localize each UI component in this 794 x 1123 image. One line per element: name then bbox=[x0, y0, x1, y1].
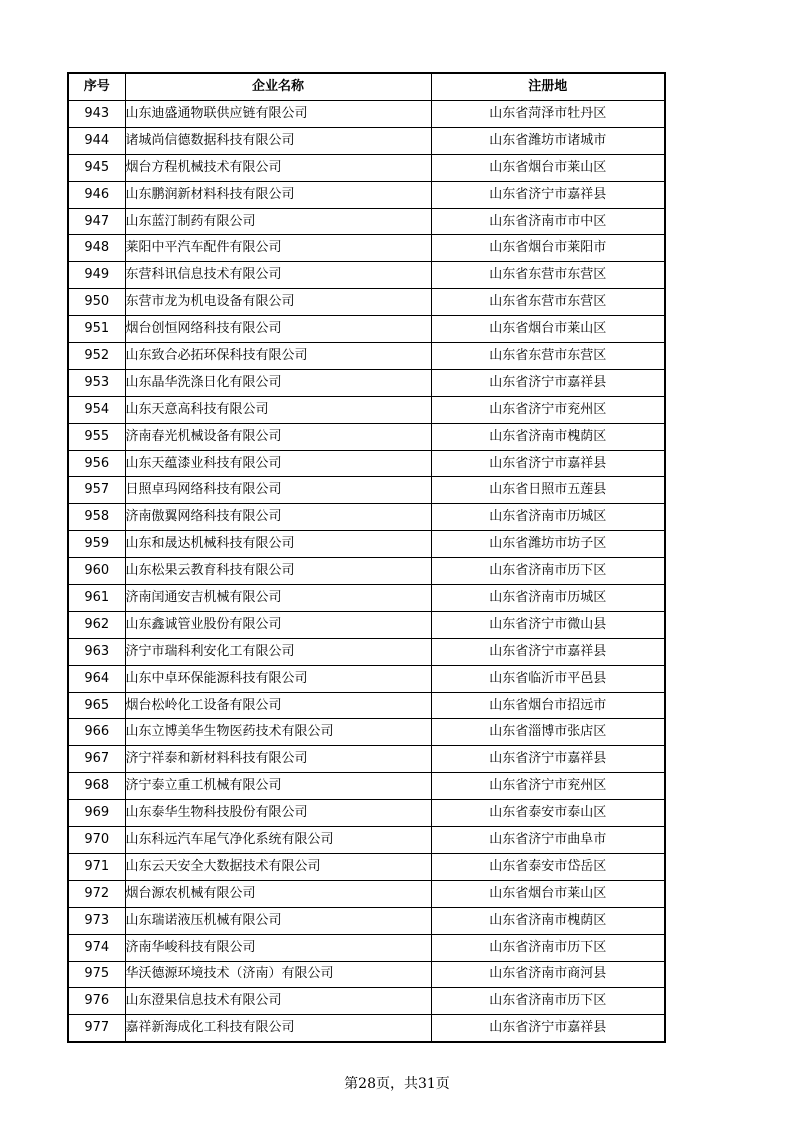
table-row bbox=[68, 827, 665, 854]
row-number: 955 bbox=[68, 423, 125, 450]
row-number: 958 bbox=[68, 504, 125, 531]
table-row bbox=[68, 450, 665, 477]
table-row bbox=[68, 638, 665, 665]
registered-place: 山东省济宁市嘉祥县 bbox=[431, 746, 665, 773]
row-number: 945 bbox=[68, 154, 125, 181]
table-row bbox=[68, 101, 665, 128]
table-row bbox=[68, 988, 665, 1015]
company-name: 山东致合必拓环保科技有限公司 bbox=[125, 343, 431, 370]
row-number: 972 bbox=[68, 880, 125, 907]
company-name: 济南闰通安吉机械有限公司 bbox=[125, 585, 431, 612]
row-number: 956 bbox=[68, 450, 125, 477]
company-name: 山东鹏润新材料科技有限公司 bbox=[125, 181, 431, 208]
table-row bbox=[68, 208, 665, 235]
registered-place: 山东省东营市东营区 bbox=[431, 289, 665, 316]
company-name: 山东天意高科技有限公司 bbox=[125, 396, 431, 423]
registered-place: 山东省烟台市莱山区 bbox=[431, 316, 665, 343]
row-number: 968 bbox=[68, 773, 125, 800]
table-row bbox=[68, 504, 665, 531]
row-number: 946 bbox=[68, 181, 125, 208]
row-number: 957 bbox=[68, 477, 125, 504]
table-row bbox=[68, 396, 665, 423]
registered-place: 山东省济南市历下区 bbox=[431, 558, 665, 585]
company-name: 山东澄果信息技术有限公司 bbox=[125, 988, 431, 1015]
row-number: 952 bbox=[68, 343, 125, 370]
table-row bbox=[68, 665, 665, 692]
table-row bbox=[68, 154, 665, 181]
registered-place: 山东省济宁市嘉祥县 bbox=[431, 450, 665, 477]
header-place: 注册地 bbox=[431, 73, 665, 101]
row-number: 962 bbox=[68, 611, 125, 638]
registered-place: 山东省泰安市泰山区 bbox=[431, 800, 665, 827]
company-name: 烟台松岭化工设备有限公司 bbox=[125, 692, 431, 719]
company-name: 烟台创恒网络科技有限公司 bbox=[125, 316, 431, 343]
registered-place: 山东省济南市商河县 bbox=[431, 961, 665, 988]
row-number: 943 bbox=[68, 101, 125, 128]
company-name: 济南春光机械设备有限公司 bbox=[125, 423, 431, 450]
table-row bbox=[68, 316, 665, 343]
company-name: 烟台源农机械有限公司 bbox=[125, 880, 431, 907]
registered-place: 山东省济宁市兖州区 bbox=[431, 396, 665, 423]
row-number: 967 bbox=[68, 746, 125, 773]
registered-place: 山东省济南市历下区 bbox=[431, 988, 665, 1015]
registered-place: 山东省济宁市嘉祥县 bbox=[431, 369, 665, 396]
registered-place: 山东省菏泽市牡丹区 bbox=[431, 101, 665, 128]
company-name: 山东瑞诺液压机械有限公司 bbox=[125, 907, 431, 934]
registered-place: 山东省济宁市曲阜市 bbox=[431, 827, 665, 854]
company-name: 山东迪盛通物联供应链有限公司 bbox=[125, 101, 431, 128]
enterprise-table bbox=[67, 72, 666, 1043]
registered-place: 山东省济南市历城区 bbox=[431, 504, 665, 531]
company-name: 山东天蕴漆业科技有限公司 bbox=[125, 450, 431, 477]
table-row bbox=[68, 343, 665, 370]
row-number: 961 bbox=[68, 585, 125, 612]
table-row bbox=[68, 934, 665, 961]
table-row bbox=[68, 585, 665, 612]
company-name: 山东松果云教育科技有限公司 bbox=[125, 558, 431, 585]
company-name: 山东鑫诚管业股份有限公司 bbox=[125, 611, 431, 638]
registered-place: 山东省济宁市微山县 bbox=[431, 611, 665, 638]
registered-place: 山东省济宁市兖州区 bbox=[431, 773, 665, 800]
page-footer: 第28页，共31页 bbox=[344, 1076, 450, 1092]
table-row bbox=[68, 907, 665, 934]
row-number: 964 bbox=[68, 665, 125, 692]
company-name: 山东晶华洗涤日化有限公司 bbox=[125, 369, 431, 396]
row-number: 948 bbox=[68, 235, 125, 262]
company-name: 东营市龙为机电设备有限公司 bbox=[125, 289, 431, 316]
table-row bbox=[68, 235, 665, 262]
registered-place: 山东省济南市槐荫区 bbox=[431, 423, 665, 450]
company-name: 莱阳中平汽车配件有限公司 bbox=[125, 235, 431, 262]
company-name: 山东蓝汀制药有限公司 bbox=[125, 208, 431, 235]
company-name: 济宁泰立重工机械有限公司 bbox=[125, 773, 431, 800]
registered-place: 山东省淄博市张店区 bbox=[431, 719, 665, 746]
registered-place: 山东省济宁市嘉祥县 bbox=[431, 638, 665, 665]
registered-place: 山东省济南市槐荫区 bbox=[431, 907, 665, 934]
company-name: 烟台方程机械技术有限公司 bbox=[125, 154, 431, 181]
registered-place: 山东省济南市历下区 bbox=[431, 934, 665, 961]
row-number: 965 bbox=[68, 692, 125, 719]
company-name: 东营科讯信息技术有限公司 bbox=[125, 262, 431, 289]
table-row bbox=[68, 746, 665, 773]
table-row bbox=[68, 531, 665, 558]
row-number: 947 bbox=[68, 208, 125, 235]
row-number: 971 bbox=[68, 853, 125, 880]
company-name: 嘉祥新海成化工科技有限公司 bbox=[125, 1015, 431, 1042]
company-name: 山东和晟达机械科技有限公司 bbox=[125, 531, 431, 558]
row-number: 949 bbox=[68, 262, 125, 289]
row-number: 953 bbox=[68, 369, 125, 396]
registered-place: 山东省烟台市莱山区 bbox=[431, 880, 665, 907]
row-number: 969 bbox=[68, 800, 125, 827]
registered-place: 山东省临沂市平邑县 bbox=[431, 665, 665, 692]
table-header-row bbox=[68, 73, 665, 101]
table-row bbox=[68, 181, 665, 208]
header-name: 企业名称 bbox=[125, 73, 431, 101]
table-row bbox=[68, 800, 665, 827]
table-row bbox=[68, 289, 665, 316]
table-row bbox=[68, 558, 665, 585]
company-name: 山东中卓环保能源科技有限公司 bbox=[125, 665, 431, 692]
table-row bbox=[68, 477, 665, 504]
row-number: 951 bbox=[68, 316, 125, 343]
registered-place: 山东省烟台市莱阳市 bbox=[431, 235, 665, 262]
row-number: 963 bbox=[68, 638, 125, 665]
company-name: 华沃德源环境技术（济南）有限公司 bbox=[125, 961, 431, 988]
company-name: 日照卓玛网络科技有限公司 bbox=[125, 477, 431, 504]
table-body bbox=[68, 101, 665, 1043]
table-row bbox=[68, 611, 665, 638]
company-name: 济宁市瑞科利安化工有限公司 bbox=[125, 638, 431, 665]
company-name: 济南傲翼网络科技有限公司 bbox=[125, 504, 431, 531]
row-number: 975 bbox=[68, 961, 125, 988]
table-row bbox=[68, 1015, 665, 1042]
table-row bbox=[68, 719, 665, 746]
company-name: 山东立博美华生物医药技术有限公司 bbox=[125, 719, 431, 746]
table-row bbox=[68, 127, 665, 154]
table-row bbox=[68, 692, 665, 719]
registered-place: 山东省济宁市嘉祥县 bbox=[431, 181, 665, 208]
header-no: 序号 bbox=[68, 73, 125, 101]
company-name: 山东科远汽车尾气净化系统有限公司 bbox=[125, 827, 431, 854]
table-row bbox=[68, 773, 665, 800]
table-row bbox=[68, 369, 665, 396]
registered-place: 山东省济南市市中区 bbox=[431, 208, 665, 235]
row-number: 976 bbox=[68, 988, 125, 1015]
row-number: 977 bbox=[68, 1015, 125, 1042]
table-row bbox=[68, 853, 665, 880]
registered-place: 山东省济南市历城区 bbox=[431, 585, 665, 612]
table-row bbox=[68, 262, 665, 289]
row-number: 973 bbox=[68, 907, 125, 934]
registered-place: 山东省烟台市招远市 bbox=[431, 692, 665, 719]
company-name: 山东云天安全大数据技术有限公司 bbox=[125, 853, 431, 880]
company-name: 山东泰华生物科技股份有限公司 bbox=[125, 800, 431, 827]
row-number: 944 bbox=[68, 127, 125, 154]
table-row bbox=[68, 961, 665, 988]
row-number: 959 bbox=[68, 531, 125, 558]
registered-place: 山东省潍坊市诸城市 bbox=[431, 127, 665, 154]
registered-place: 山东省泰安市岱岳区 bbox=[431, 853, 665, 880]
row-number: 960 bbox=[68, 558, 125, 585]
company-name: 济宁祥泰和新材料科技有限公司 bbox=[125, 746, 431, 773]
registered-place: 山东省东营市东营区 bbox=[431, 343, 665, 370]
registered-place: 山东省潍坊市坊子区 bbox=[431, 531, 665, 558]
table-row bbox=[68, 423, 665, 450]
table-row bbox=[68, 880, 665, 907]
row-number: 974 bbox=[68, 934, 125, 961]
registered-place: 山东省东营市东营区 bbox=[431, 262, 665, 289]
row-number: 954 bbox=[68, 396, 125, 423]
row-number: 970 bbox=[68, 827, 125, 854]
registered-place: 山东省日照市五莲县 bbox=[431, 477, 665, 504]
company-name: 诸城尚信德数据科技有限公司 bbox=[125, 127, 431, 154]
row-number: 966 bbox=[68, 719, 125, 746]
registered-place: 山东省烟台市莱山区 bbox=[431, 154, 665, 181]
registered-place: 山东省济宁市嘉祥县 bbox=[431, 1015, 665, 1042]
company-name: 济南华峻科技有限公司 bbox=[125, 934, 431, 961]
row-number: 950 bbox=[68, 289, 125, 316]
